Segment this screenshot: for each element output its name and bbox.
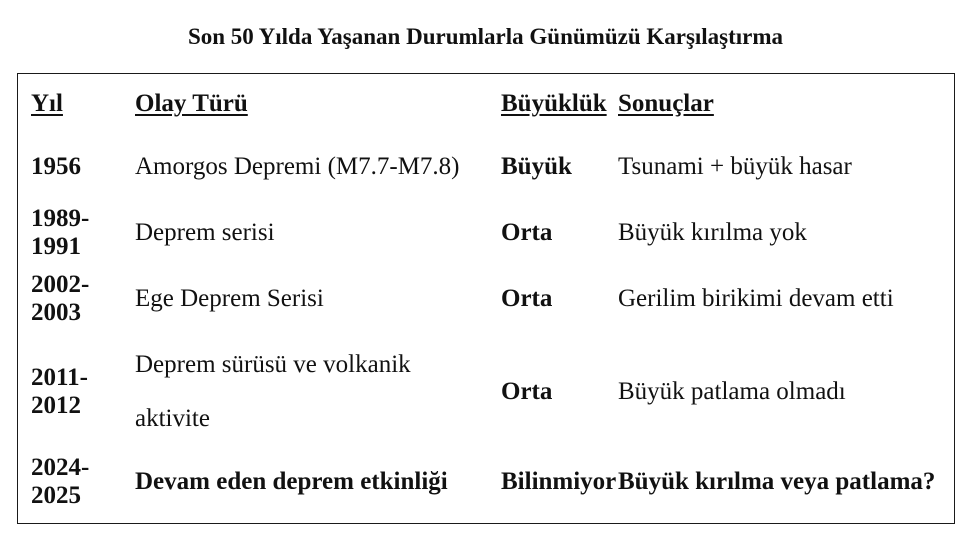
table-row [18, 134, 954, 200]
row-event-type-line2: aktivite [135, 405, 210, 432]
row-result: Büyük kırılma yok [618, 219, 807, 246]
row-magnitude: Orta [501, 219, 553, 246]
row-magnitude: Bilinmiyor [501, 468, 617, 495]
comparison-table-grid [18, 74, 954, 512]
header-year: Yıl [31, 90, 63, 117]
row-result: Büyük kırılma veya patlama? [618, 468, 936, 495]
row-event-type: Ege Deprem Serisi [135, 285, 324, 312]
header-results: Sonuçlar [618, 90, 714, 117]
row-result: Tsunami + büyük hasar [618, 153, 852, 180]
row-result: Büyük patlama olmadı [618, 378, 846, 405]
row-magnitude: Orta [501, 378, 553, 405]
page-title: Son 50 Yılda Yaşanan Durumlarla Günümüzü Karşılaştırma [187, 24, 784, 49]
header-magnitude: Büyüklük [501, 90, 607, 117]
row-year: 2011-2012 [31, 364, 88, 419]
row-year: 1989-1991 [31, 205, 90, 260]
row-event-type: Devam eden deprem etkinliği [135, 468, 448, 495]
header-event-type: Olay Türü [135, 90, 248, 117]
row-event-type-line1: Deprem sürüsü ve volkanik [135, 351, 411, 378]
table-header-row [18, 74, 954, 134]
table-row [18, 452, 954, 512]
row-magnitude: Orta [501, 285, 553, 312]
table-row [18, 200, 954, 266]
row-year: 2024-2025 [31, 454, 90, 509]
row-year: 2002-2003 [31, 271, 90, 326]
row-magnitude: Büyük [501, 153, 572, 180]
comparison-table [17, 73, 955, 524]
table-row [18, 266, 954, 332]
row-event-type: Amorgos Depremi (M7.7-M7.8) [135, 153, 460, 180]
row-event-type: Deprem serisi [135, 219, 275, 246]
row-year: 1956 [31, 153, 81, 180]
row-event-type [132, 332, 488, 452]
row-result: Gerilim birikimi devam etti [618, 285, 894, 312]
table-row [18, 332, 954, 452]
